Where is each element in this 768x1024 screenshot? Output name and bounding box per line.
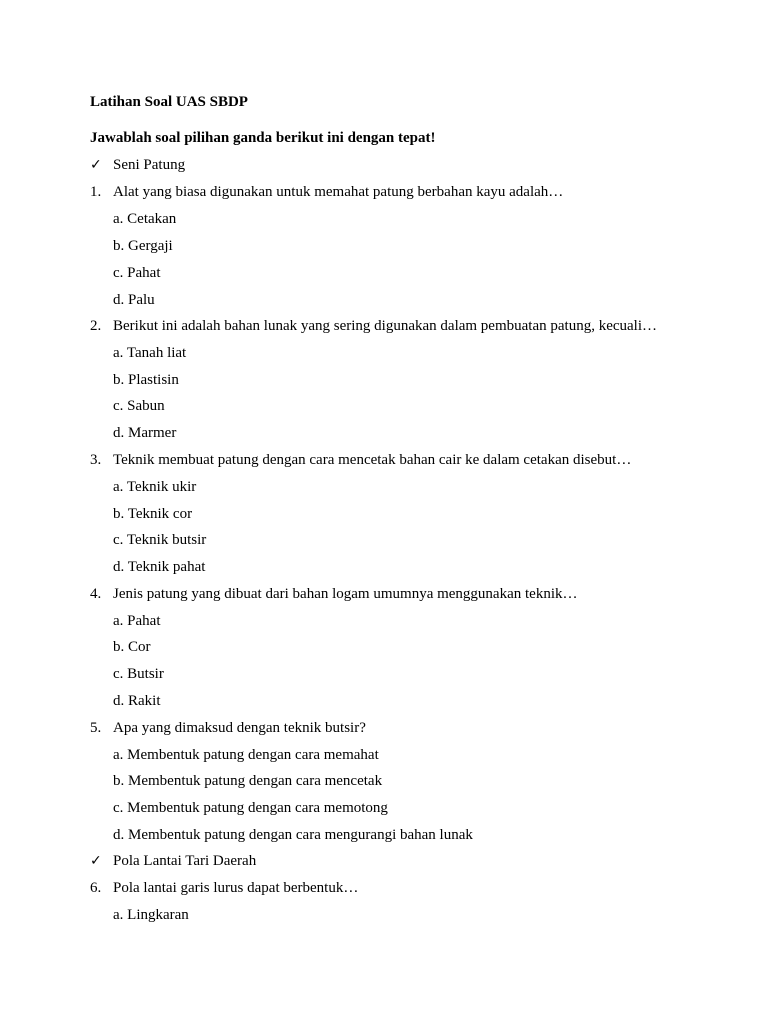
answer-option: a. Tanah liat — [113, 345, 187, 361]
answer-option: b. Teknik cor — [113, 506, 193, 522]
answer-option: a. Cetakan — [113, 211, 177, 227]
instruction-text: Jawablah soal pilihan ganda berikut ini dengan tepat! — [90, 130, 436, 146]
answer-option: b. Cor — [113, 639, 151, 655]
question-text: Berikut ini adalah bahan lunak yang sering digunakan dalam pembuatan patung, kecuali… — [113, 318, 657, 334]
answer-option: d. Palu — [113, 292, 155, 308]
answer-option: a. Pahat — [113, 613, 161, 629]
answer-option: b. Membentuk patung dengan cara mencetak — [113, 773, 383, 789]
answer-option: a. Lingkaran — [113, 907, 189, 923]
question-text: Teknik membuat patung dengan cara mencetak bahan cair ke dalam cetakan disebut… — [113, 452, 632, 468]
answer-option: d. Marmer — [113, 425, 177, 441]
answer-option: d. Rakit — [113, 693, 161, 709]
answer-option: a. Teknik ukir — [113, 479, 197, 495]
answer-option: c. Butsir — [113, 666, 164, 682]
answer-option: c. Teknik butsir — [113, 532, 207, 548]
checkmark-icon: ✓ — [90, 853, 102, 869]
section-heading: Pola Lantai Tari Daerah — [113, 853, 257, 869]
question-text: Jenis patung yang dibuat dari bahan logam umumnya menggunakan teknik… — [113, 586, 578, 602]
answer-option: b. Plastisin — [113, 372, 179, 388]
answer-option: d. Membentuk patung dengan cara mengurangi bahan lunak — [113, 827, 473, 843]
question-number: 3. — [90, 452, 102, 468]
question-number: 6. — [90, 880, 102, 896]
question-text: Pola lantai garis lurus dapat berbentuk… — [113, 880, 359, 896]
question-number: 2. — [90, 318, 102, 334]
document-title: Latihan Soal UAS SBDP — [90, 94, 248, 110]
question-number: 4. — [90, 586, 102, 602]
answer-option: a. Membentuk patung dengan cara memahat — [113, 747, 379, 763]
answer-option: c. Sabun — [113, 398, 165, 414]
answer-option: c. Membentuk patung dengan cara memotong — [113, 800, 388, 816]
checkmark-icon: ✓ — [90, 157, 102, 173]
answer-option: c. Pahat — [113, 265, 161, 281]
section-heading: Seni Patung — [113, 157, 186, 173]
question-text: Alat yang biasa digunakan untuk memahat patung berbahan kayu adalah… — [113, 184, 564, 200]
question-number: 5. — [90, 720, 102, 736]
question-text: Apa yang dimaksud dengan teknik butsir? — [113, 720, 366, 736]
answer-option: b. Gergaji — [113, 238, 173, 254]
answer-option: d. Teknik pahat — [113, 559, 206, 575]
question-number: 1. — [90, 184, 102, 200]
